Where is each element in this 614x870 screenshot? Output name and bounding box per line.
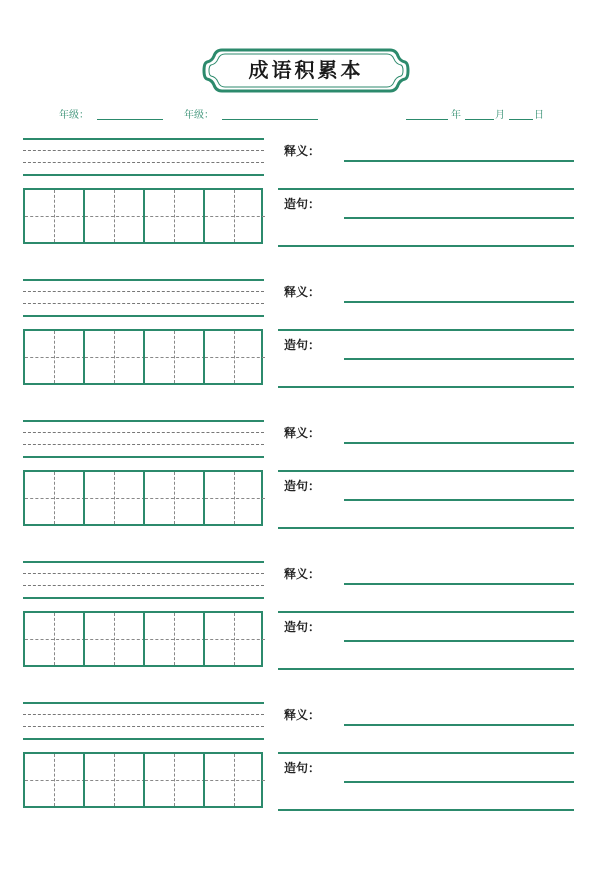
pinyin-line-bottom[interactable] — [23, 738, 264, 740]
sentence-line[interactable] — [278, 386, 574, 388]
character-cell[interactable] — [143, 190, 205, 242]
meaning-line[interactable] — [344, 301, 574, 303]
idiom-section-1 — [0, 138, 614, 258]
pinyin-line-top — [23, 420, 264, 422]
sentence-line[interactable] — [344, 499, 574, 501]
character-cell[interactable] — [143, 331, 205, 383]
pinyin-line-top — [23, 561, 264, 563]
pinyin-line-bottom[interactable] — [23, 315, 264, 317]
meaning-line[interactable] — [278, 188, 574, 190]
sentence-line[interactable] — [344, 358, 574, 360]
idiom-section-2 — [0, 279, 614, 399]
sentence-label: 造句： — [284, 197, 321, 211]
character-cell[interactable] — [143, 754, 205, 806]
meaning-line[interactable] — [278, 611, 574, 613]
pinyin-line-bottom[interactable] — [23, 456, 264, 458]
character-cell[interactable] — [25, 613, 85, 665]
pinyin-line-bottom[interactable] — [23, 597, 264, 599]
pinyin-line-dash — [23, 714, 264, 715]
character-cell[interactable] — [203, 472, 265, 524]
meaning-line[interactable] — [344, 442, 574, 444]
character-grid[interactable] — [23, 752, 263, 808]
meaning-line[interactable] — [344, 160, 574, 162]
idiom-section-4 — [0, 561, 614, 681]
character-cell[interactable] — [83, 190, 145, 242]
pinyin-line-dash — [23, 162, 264, 163]
meaning-label: 释义： — [284, 144, 321, 158]
pinyin-line-top — [23, 279, 264, 281]
character-cell[interactable] — [83, 331, 145, 383]
pinyin-line-dash — [23, 444, 264, 445]
day-label: 日 — [534, 110, 544, 121]
sentence-line[interactable] — [278, 245, 574, 247]
character-cell[interactable] — [203, 331, 265, 383]
pinyin-line-top — [23, 138, 264, 140]
character-grid[interactable] — [23, 188, 263, 244]
page-title: 成语积累本 — [248, 58, 364, 82]
pinyin-line-dash — [23, 291, 264, 292]
meaning-label: 释义： — [284, 708, 321, 722]
meaning-line[interactable] — [278, 470, 574, 472]
pinyin-line-dash — [23, 573, 264, 574]
sentence-line[interactable] — [278, 527, 574, 529]
grade-field-2[interactable] — [222, 119, 318, 120]
sentence-label: 造句： — [284, 620, 321, 634]
pinyin-line-top — [23, 702, 264, 704]
character-grid[interactable] — [23, 470, 263, 526]
pinyin-line-dash — [23, 726, 264, 727]
year-field[interactable] — [406, 119, 448, 120]
year-label: 年 — [451, 110, 461, 121]
character-cell[interactable] — [25, 754, 85, 806]
idiom-section-3 — [0, 420, 614, 540]
pinyin-line-dash — [23, 432, 264, 433]
grade-label: 年级： — [59, 110, 89, 121]
sentence-line[interactable] — [278, 668, 574, 670]
pinyin-line-dash — [23, 585, 264, 586]
meaning-label: 释义： — [284, 285, 321, 299]
month-label: 月 — [495, 110, 505, 121]
character-cell[interactable] — [143, 472, 205, 524]
character-cell[interactable] — [203, 613, 265, 665]
character-grid[interactable] — [23, 329, 263, 385]
sentence-line[interactable] — [278, 809, 574, 811]
pinyin-line-dash — [23, 150, 264, 151]
character-cell[interactable] — [25, 190, 85, 242]
character-cell[interactable] — [83, 754, 145, 806]
character-cell[interactable] — [83, 613, 145, 665]
day-field[interactable] — [509, 119, 533, 120]
sentence-line[interactable] — [344, 217, 574, 219]
meaning-label: 释义： — [284, 567, 321, 581]
month-field[interactable] — [465, 119, 494, 120]
character-cell[interactable] — [25, 472, 85, 524]
pinyin-line-dash — [23, 303, 264, 304]
character-grid[interactable] — [23, 611, 263, 667]
title-badge — [202, 48, 410, 93]
character-cell[interactable] — [83, 472, 145, 524]
meaning-line[interactable] — [278, 329, 574, 331]
idiom-section-5 — [0, 702, 614, 822]
meaning-label: 释义： — [284, 426, 321, 440]
character-cell[interactable] — [203, 190, 265, 242]
character-cell[interactable] — [143, 613, 205, 665]
grade-field[interactable] — [97, 119, 163, 120]
grade-label-2: 年级： — [184, 110, 214, 121]
meaning-line[interactable] — [344, 583, 574, 585]
pinyin-line-bottom[interactable] — [23, 174, 264, 176]
sentence-label: 造句： — [284, 761, 321, 775]
sentence-line[interactable] — [344, 640, 574, 642]
meaning-line[interactable] — [344, 724, 574, 726]
character-cell[interactable] — [203, 754, 265, 806]
sentence-label: 造句： — [284, 479, 321, 493]
character-cell[interactable] — [25, 331, 85, 383]
sentence-label: 造句： — [284, 338, 321, 352]
sentence-line[interactable] — [344, 781, 574, 783]
meaning-line[interactable] — [278, 752, 574, 754]
